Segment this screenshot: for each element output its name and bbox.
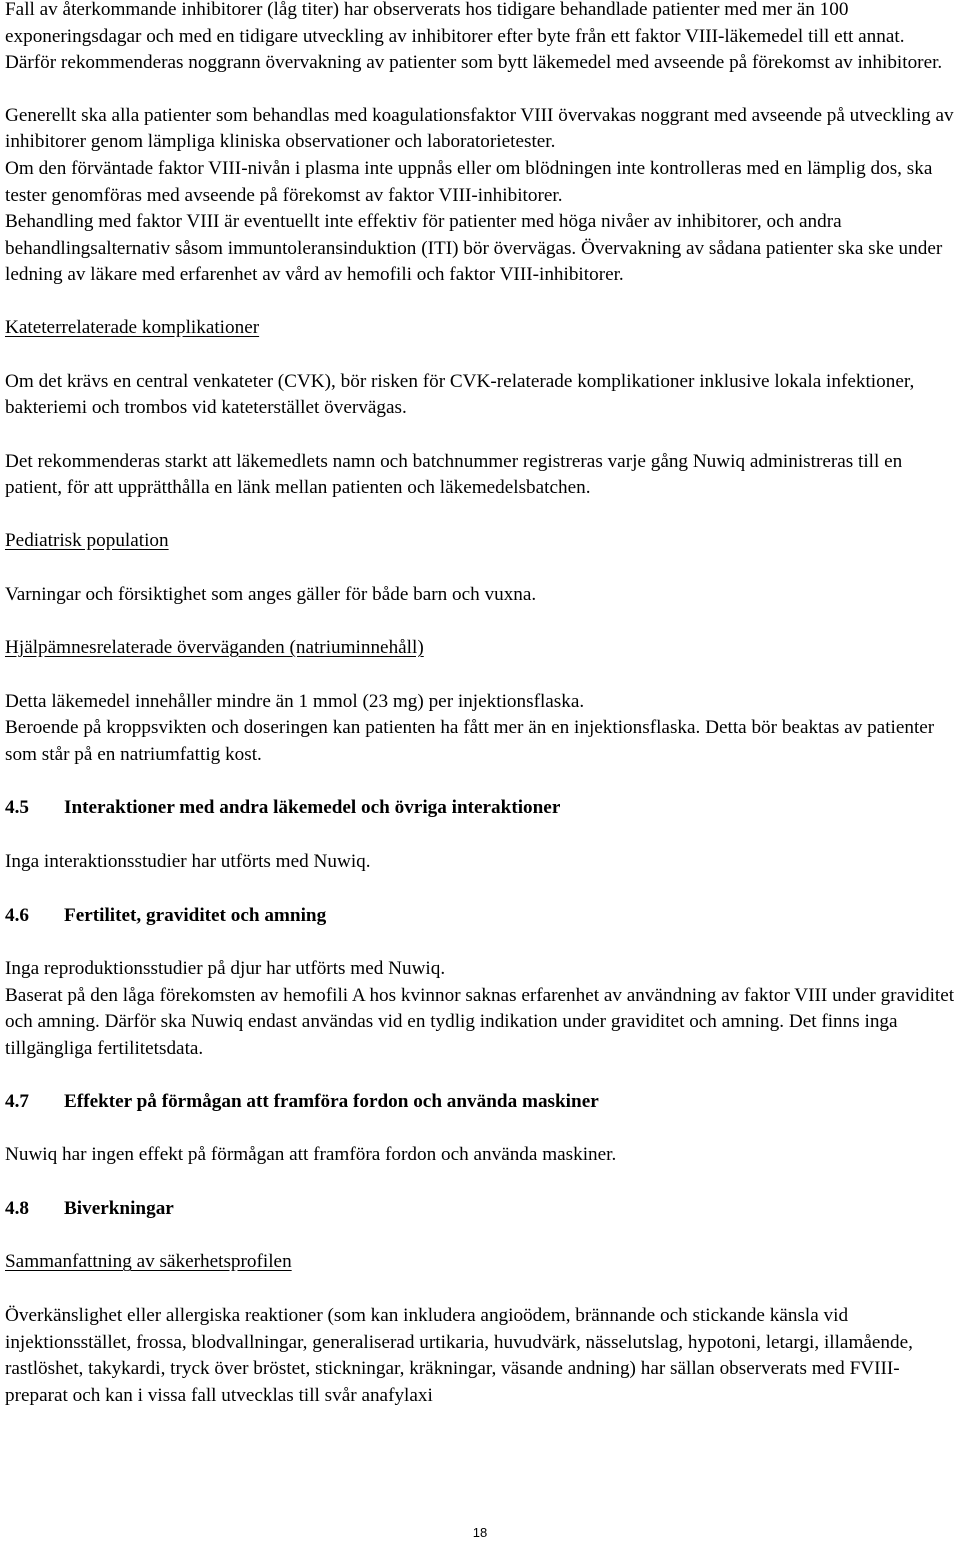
heading-catheter: Kateterrelaterade komplikationer [5, 316, 260, 338]
section-number: 4.7 [5, 1090, 29, 1112]
paragraph-monitoring-treatment: Behandling med faktor VIII är eventuellt inte effektiv för patienter med höga nivåer av inhibitorer, och andra behandlingsalternativ såsom immuntoleransinduktion (ITI) bör övervägas. Övervakning av sådana patienter ska ske under ledning av läkare med erfarenhet av vård av hemofili och faktor VIII-inhibitorer. [5, 211, 943, 286]
section-heading-4-7 [5, 1089, 960, 1116]
heading-pediatric: Pediatrisk population [5, 529, 169, 551]
paragraph-inhibitor-recurrence: Fall av återkommande inhibitorer (låg titer) har observerats hos tidigare behandlade patienter med mer än 100 exponeringsdagar och med en tidigare utveckling av inhibitorer efter byte från ett faktor VIII-läkemedel till ett annat. Därför rekommenderas noggrann övervakning av patienter som bytt läkemedel med avseende på förekomst av inhibitorer. [5, 0, 943, 74]
section-heading-4-6 [5, 903, 960, 930]
section-heading-4-5 [5, 795, 960, 822]
paragraph-monitoring [5, 103, 960, 289]
paragraph-catheter: Om det krävs en central venkateter (CVK), bör risken för CVK-relaterade komplikationer inklusive lokala infektioner, bakteriemi och trombos vid kateterstället övervägas. [5, 370, 915, 419]
paragraph-excipient-1: Detta läkemedel innehåller mindre än 1 mmol (23 mg) per injektionsflaska. [5, 690, 585, 712]
document-page [5, 0, 960, 1409]
paragraph-batch-registration: Det rekommenderas starkt att läkemedlets namn och batchnummer registreras varje gång Nuwiq administreras till en patient, för att upprätthålla en länk mellan patienten och läkemedelsbatchen. [5, 450, 903, 499]
section-title: Biverkningar [64, 1197, 174, 1219]
paragraph-safety-profile: Överkänslighet eller allergiska reaktioner (som kan inkludera angioödem, brännande och stickande känsla vid injektionsstället, frossa, blodvallningar, generaliserad urtikaria, huvudvärk, nässelutslag, hypotoni, letargi, illamående, rastlöshet, takykardi, tryck över bröstet, stickningar, kräkningar, väsande andning) har sällan observerats med FVIII-preparat och kan i vissa fall utvecklas till svår anafylaxi [5, 1305, 913, 1406]
section-title: Effekter på förmågan att framföra fordon och använda maskiner [64, 1090, 599, 1112]
paragraph-pediatric: Varningar och försiktighet som anges gäller för både barn och vuxna. [5, 583, 537, 605]
paragraph-monitoring-general: Generellt ska alla patienter som behandlas med koagulationsfaktor VIII övervakas noggrant med avseende på utveckling av inhibitorer genom lämpliga kliniska observationer och laboratorietester. [5, 104, 954, 153]
section-heading-4-8 [5, 1196, 960, 1223]
heading-excipient: Hjälpämnesrelaterade överväganden (natriuminnehåll) [5, 637, 424, 659]
paragraph-monitoring-testing: Om den förväntade faktor VIII-nivån i plasma inte uppnås eller om blödningen inte kontrolleras med en lämplig dos, ska tester genomföras med avseende på förekomst av faktor VIII-inhibitorer. [5, 157, 933, 206]
paragraph-excipient-2: Beroende på kroppsvikten och doseringen kan patienten ha fått mer än en injektionsflaska. Detta bör beaktas av patienter som står på en natriumfattig kost. [5, 717, 935, 765]
paragraph-4-7: Nuwiq har ingen effekt på förmågan att framföra fordon och använda maskiner. [5, 1144, 617, 1166]
paragraph-4-6-2: Baserat på den låga förekomsten av hemofili A hos kvinnor saknas erfarenhet av användning av faktor VIII under graviditet och amning. Därför ska Nuwiq endast användas vid en tydlig indikation under graviditet och amning. Det finns inga tillgängliga fertilitetsdata. [5, 984, 955, 1060]
paragraph-4-5: Inga interaktionsstudier har utförts med Nuwiq. [5, 851, 371, 873]
heading-safety-profile: Sammanfattning av säkerhetsprofilen [5, 1251, 292, 1273]
section-title: Fertilitet, graviditet och amning [64, 904, 327, 926]
page-number: 18 [472, 1525, 488, 1540]
section-title: Interaktioner med andra läkemedel och övriga interaktioner [64, 797, 561, 819]
section-number: 4.6 [5, 904, 29, 926]
paragraph-4-6-1: Inga reproduktionsstudier på djur har utförts med Nuwiq. [5, 958, 446, 980]
section-number: 4.5 [5, 797, 29, 819]
section-number: 4.8 [5, 1197, 29, 1219]
